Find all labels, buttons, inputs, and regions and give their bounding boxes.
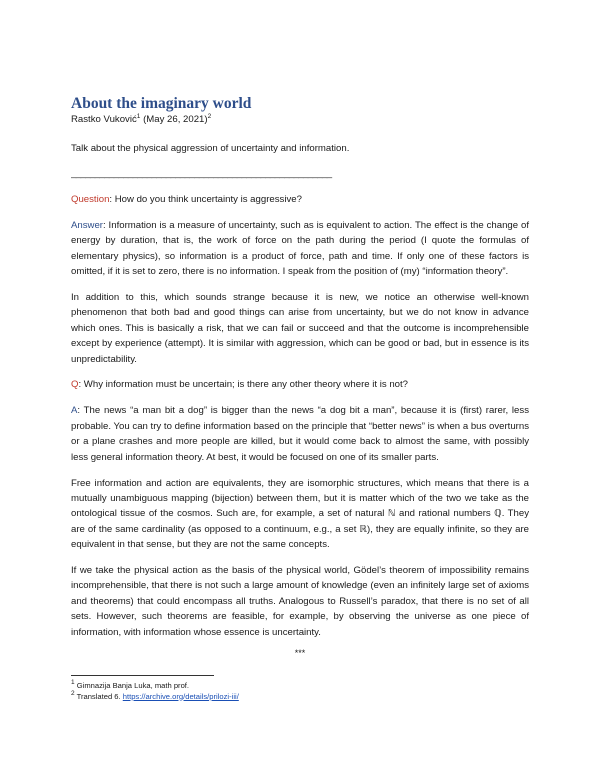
byline xyxy=(71,113,529,127)
paragraph-4: If we take the physical action as the basis of the physical world, Gödel’s theorem of impossibility remains incomprehensible, that there is not such a large amount of knowledge (even an infinitely large set of axioms and theorems) that could encompass all truths. Analogous to Russell’s paradox, that there is no set of all sets. However, such theorems are feasible, for example, by observing the universe as one piece of information, with information whose essence is uncertainty. xyxy=(71,565,529,638)
question-text: : How do you think uncertainty is aggressive? xyxy=(109,193,302,205)
footnote-number: 1 xyxy=(71,679,75,686)
answer-1 xyxy=(71,218,529,280)
question-label: Question xyxy=(71,193,110,205)
publication-date: (May 26, 2021) xyxy=(143,114,208,125)
author-name: Rastko Vuković xyxy=(71,114,137,125)
paragraph-3: Free information and action are equivalents, they are isomorphic structures, which means that there is a mutually unambiguous mapping (bijection) between them, but it is matter which of the two we take as the ontological tissue of the cosmos. Such are, for example, a set of natural ℕ and rational numbers ℚ. They are of the same cardinality (as opposed to a continuum, e.g., a set ℝ), they are equally infinite, so they are equivalent in that sense, but they are not the same concepts. xyxy=(71,477,529,551)
page-title: About the imaginary world xyxy=(71,95,252,112)
section-break-stars: *** xyxy=(294,647,306,658)
footnotes xyxy=(71,675,529,702)
article-body xyxy=(71,94,529,659)
footnote-ref-1[interactable]: 1 xyxy=(136,113,141,120)
footnote-2 xyxy=(71,689,529,703)
paragraph-2: In addition to this, which sounds strange because it is new, we notice an otherwise well-known phenomenon that both bad and good things can arise from uncertainty, but we do not know in advance which ones. This is basically a risk, that we can fail or succeed and that the outcome is incomprehensible except by experience (attempt). It is similar with aggression, which can be good or bad, but in essence is its unpredictability. xyxy=(71,291,529,365)
question-2 xyxy=(71,377,529,392)
footnote-number: 2 xyxy=(71,689,75,697)
answer-text: : Information is a measure of uncertainty, such as is equivalent to action. The effect is the change of energy by duration, that is, the work of force on the path during the period (I quote the formulas of elementary physics), so information is a product of force, path and time. If only one of these factors is omitted, if it is set to zero, there is no information. I speak from the position of (my) “information theory”. xyxy=(71,219,529,278)
footnote-ref-2[interactable]: 2 xyxy=(207,113,212,120)
separator-line: _______________________________________________________ xyxy=(71,167,332,179)
question-text: : Why information must be uncertain; is there any other theory where it is not? xyxy=(78,379,409,391)
question-1 xyxy=(71,192,529,207)
answer-label: A xyxy=(71,405,78,417)
answer-label: Answer xyxy=(71,219,103,231)
footnote-divider xyxy=(71,675,214,676)
answer-text: : The news “a man bit a dog” is bigger than the news “a dog bit a man”, because it is (first) rarer, less probable. You can try to define information based on the principle that “better news” is when a bus overturns or a plane crashes and more people are killed, but it would come back to almost the same, with possibly less general information theory. At best, it would be focused on one of its smaller parts. xyxy=(71,405,529,463)
intro-paragraph: Talk about the physical aggression of uncertainty and information. xyxy=(71,143,350,154)
answer-2 xyxy=(71,403,529,465)
footnote-text: Translated 6. xyxy=(74,691,123,701)
footnote-text: Gimnazija Banja Luka, math prof. xyxy=(74,681,190,690)
footnote-1 xyxy=(71,681,529,692)
question-label: Q xyxy=(71,379,79,391)
archive-link[interactable]: https://archive.org/details/prilozi-iii/ xyxy=(122,691,239,701)
